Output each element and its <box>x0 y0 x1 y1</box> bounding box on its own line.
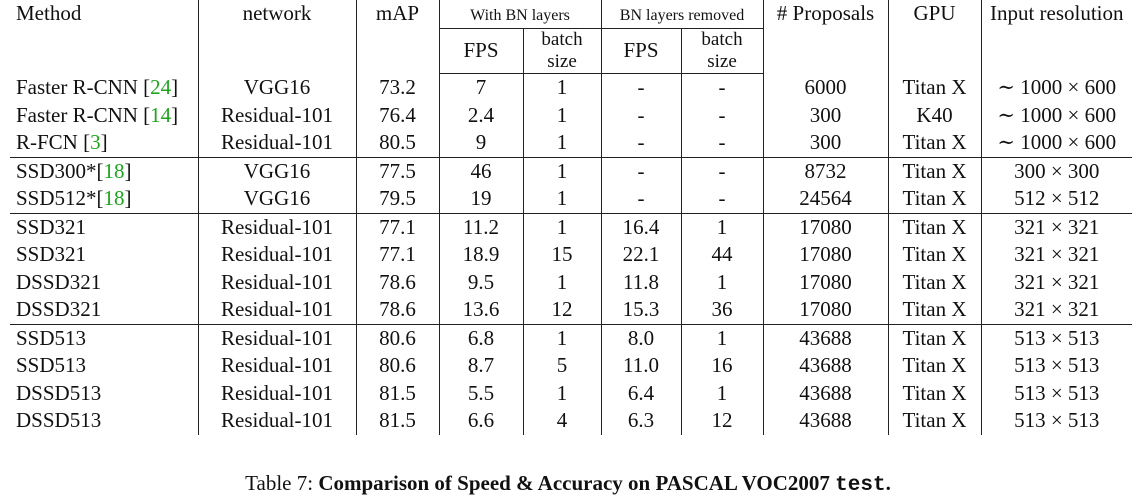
cell-batch-bn: 1 <box>523 74 601 102</box>
cell-resolution: 513 × 513 <box>1014 380 1100 405</box>
method-name: R-FCN <box>16 130 84 154</box>
table-row <box>10 185 1132 213</box>
cell-method <box>10 185 198 213</box>
cell-fps-nobn: - <box>601 129 681 157</box>
cell-method <box>10 352 198 380</box>
cell-batch-nobn: 1 <box>681 213 763 241</box>
table-row <box>10 213 1132 241</box>
cell-fps-bn: 2.4 <box>439 102 523 130</box>
citation-open-bracket: [ <box>143 102 151 127</box>
cell-proposals: 8732 <box>763 157 888 185</box>
table-body <box>10 74 1132 435</box>
cell-method <box>10 380 198 408</box>
cell-batch-bn: 1 <box>523 102 601 130</box>
cell-map: 80.6 <box>356 324 439 352</box>
cell-resolution: 513 × 513 <box>1014 408 1100 432</box>
cell-resolution: 321 × 321 <box>1014 242 1100 266</box>
method-name: SSD513 <box>16 325 87 350</box>
cell-fps-bn: 46 <box>439 157 523 185</box>
cell-batch-nobn: 44 <box>681 241 763 269</box>
cell-network: Residual-101 <box>198 241 356 269</box>
citation-close-bracket: ] <box>124 186 132 210</box>
header-network: network <box>198 0 356 74</box>
cell-map: 73.2 <box>356 74 439 102</box>
header-proposals: # Proposals <box>763 0 888 74</box>
cell-fps-nobn: 6.4 <box>601 380 681 408</box>
cell-gpu: Titan X <box>888 185 981 213</box>
cell-fps-nobn: 8.0 <box>601 324 681 352</box>
cell-batch-nobn: - <box>681 102 763 130</box>
table-caption <box>0 470 1136 499</box>
cell-network: Residual-101 <box>198 269 356 297</box>
cell-batch-bn: 1 <box>523 380 601 408</box>
cell-fps-bn: 6.6 <box>439 407 523 435</box>
cell-fps-nobn: 11.0 <box>601 352 681 380</box>
cell-gpu: Titan X <box>888 296 981 324</box>
cell-proposals: 17080 <box>763 269 888 297</box>
header-bn-removed <box>601 0 763 29</box>
cell-map: 77.1 <box>356 213 439 241</box>
cell-map: 79.5 <box>356 185 439 213</box>
citation-link[interactable]: 18 <box>103 158 125 183</box>
cell-method <box>10 102 198 130</box>
cell-proposals: 17080 <box>763 213 888 241</box>
cell-proposals: 43688 <box>763 407 888 435</box>
table-row <box>10 74 1132 102</box>
cell-resolution: 300 × 300 <box>981 157 1132 185</box>
cell-gpu: Titan X <box>888 269 981 297</box>
cell-proposals: 24564 <box>763 185 888 213</box>
cell-map: 80.5 <box>356 129 439 157</box>
cell-map: 76.4 <box>356 102 439 130</box>
cell-method <box>10 324 198 352</box>
cell-batch-bn: 1 <box>523 185 601 213</box>
citation-close-bracket: ] <box>100 130 108 154</box>
header-map: mAP <box>356 0 439 74</box>
cell-fps-bn: 19 <box>439 185 523 213</box>
cell-batch-bn: 1 <box>523 324 601 352</box>
header-with-bn <box>439 0 601 29</box>
cell-batch-bn: 15 <box>523 241 601 269</box>
cell-gpu: Titan X <box>888 213 981 241</box>
cell-gpu: Titan X <box>888 380 981 408</box>
cell-batch-nobn: 1 <box>681 380 763 408</box>
cell-batch-bn: 4 <box>523 407 601 435</box>
method-name: DSSD321 <box>16 297 102 321</box>
cell-gpu: Titan X <box>888 407 981 435</box>
method-name: DSSD513 <box>16 408 102 432</box>
cell-map: 77.1 <box>356 241 439 269</box>
header-gpu: GPU <box>888 0 981 74</box>
cell-gpu: Titan X <box>888 129 981 157</box>
caption-code: test <box>835 474 886 497</box>
cell-fps-bn: 5.5 <box>439 380 523 408</box>
cell-network: Residual-101 <box>198 352 356 380</box>
cell-resolution: 512 × 512 <box>1014 186 1100 210</box>
method-name: SSD321 <box>16 242 87 266</box>
cell-batch-nobn: - <box>681 74 763 102</box>
cell-fps-bn: 8.7 <box>439 352 523 380</box>
header-bn-removed-label: BN layers removed <box>619 7 745 24</box>
cell-method <box>10 129 198 157</box>
cell-fps-nobn: 6.3 <box>601 407 681 435</box>
cell-method <box>10 213 198 241</box>
method-name: Faster R-CNN <box>16 102 144 127</box>
table-header <box>10 0 1132 74</box>
cell-batch-nobn: - <box>681 129 763 157</box>
header-batch-nobn <box>681 29 763 74</box>
cell-proposals: 17080 <box>763 241 888 269</box>
header-batch-bn-line1: batch <box>541 29 583 50</box>
cell-resolution: ∼ 1000 × 600 <box>997 130 1117 154</box>
header-batch-bn-line2: size <box>547 51 577 72</box>
header-batch-nobn-line1: batch <box>701 29 743 50</box>
cell-batch-nobn: - <box>681 157 763 185</box>
table-row <box>10 324 1132 352</box>
table-row <box>10 352 1132 380</box>
cell-proposals: 6000 <box>763 74 888 102</box>
cell-fps-bn: 11.2 <box>439 213 523 241</box>
citation-link[interactable]: 14 <box>150 102 172 127</box>
cell-method <box>10 241 198 269</box>
caption-suffix: . <box>885 471 891 495</box>
cell-map: 81.5 <box>356 380 439 408</box>
cell-fps-bn: 9 <box>439 129 523 157</box>
cell-method <box>10 407 198 435</box>
cell-resolution: ∼ 1000 × 600 <box>997 74 1117 99</box>
cell-network: VGG16 <box>198 157 356 185</box>
table-row <box>10 241 1132 269</box>
header-input-resolution: Input resolution <box>989 1 1124 25</box>
cell-fps-nobn: 15.3 <box>601 296 681 324</box>
citation-open-bracket: [ <box>96 186 104 210</box>
cell-network: Residual-101 <box>198 129 356 157</box>
header-batch-bn <box>523 29 601 74</box>
table-row <box>10 102 1132 130</box>
cell-fps-bn: 6.8 <box>439 324 523 352</box>
cell-fps-bn: 13.6 <box>439 296 523 324</box>
cell-batch-bn: 12 <box>523 296 601 324</box>
cell-resolution: 513 × 513 <box>981 324 1132 352</box>
header-batch-nobn-line2: size <box>707 51 737 72</box>
citation-open-bracket: [ <box>143 74 151 99</box>
cell-fps-nobn: - <box>601 185 681 213</box>
table-row <box>10 129 1132 157</box>
cell-network: VGG16 <box>198 185 356 213</box>
cell-fps-nobn: - <box>601 157 681 185</box>
cell-resolution: 321 × 321 <box>981 213 1132 241</box>
table-row <box>10 296 1132 324</box>
cell-method <box>10 296 198 324</box>
citation-open-bracket: [ <box>96 158 104 183</box>
method-name: DSSD513 <box>16 380 102 405</box>
cell-map: 78.6 <box>356 269 439 297</box>
header-fps-nobn: FPS <box>601 29 681 74</box>
cell-fps-bn: 18.9 <box>439 241 523 269</box>
citation-link[interactable]: 24 <box>150 74 172 99</box>
cell-network: Residual-101 <box>198 213 356 241</box>
cell-map: 81.5 <box>356 407 439 435</box>
cell-proposals: 300 <box>763 129 888 157</box>
method-name: SSD513 <box>16 353 87 377</box>
cell-batch-bn: 1 <box>523 213 601 241</box>
method-name: SSD300* <box>16 158 97 183</box>
cell-network: Residual-101 <box>198 380 356 408</box>
cell-gpu: Titan X <box>888 157 981 185</box>
cell-batch-bn: 1 <box>523 157 601 185</box>
caption-prefix: Table 7: <box>245 471 319 495</box>
header-fps-bn: FPS <box>439 29 523 74</box>
cell-gpu: K40 <box>888 102 981 130</box>
cell-network: Residual-101 <box>198 296 356 324</box>
cell-batch-nobn: 16 <box>681 352 763 380</box>
cell-fps-nobn: - <box>601 102 681 130</box>
cell-resolution: ∼ 1000 × 600 <box>997 102 1117 127</box>
method-name: DSSD321 <box>16 269 102 294</box>
table-row <box>10 269 1132 297</box>
header-with-bn-label: With BN layers <box>470 7 570 24</box>
cell-proposals: 43688 <box>763 352 888 380</box>
cell-batch-bn: 5 <box>523 352 601 380</box>
cell-fps-bn: 7 <box>439 74 523 102</box>
method-name: Faster R-CNN <box>16 74 144 99</box>
cell-batch-nobn: 12 <box>681 407 763 435</box>
cell-gpu: Titan X <box>888 74 981 102</box>
cell-batch-nobn: 36 <box>681 296 763 324</box>
cell-fps-nobn: - <box>601 74 681 102</box>
cell-fps-bn: 9.5 <box>439 269 523 297</box>
table-row <box>10 380 1132 408</box>
cell-network: Residual-101 <box>198 324 356 352</box>
cell-batch-bn: 1 <box>523 269 601 297</box>
cell-gpu: Titan X <box>888 324 981 352</box>
cell-resolution: 321 × 321 <box>1014 269 1100 294</box>
cell-batch-nobn: - <box>681 185 763 213</box>
cell-fps-nobn: 16.4 <box>601 213 681 241</box>
cell-gpu: Titan X <box>888 241 981 269</box>
cell-resolution: 513 × 513 <box>1014 353 1100 377</box>
citation-open-bracket: [ <box>83 130 91 154</box>
table-row <box>10 157 1132 185</box>
cell-method <box>10 74 198 102</box>
cell-map: 80.6 <box>356 352 439 380</box>
cell-proposals: 43688 <box>763 380 888 408</box>
citation-close-bracket: ] <box>171 102 179 127</box>
cell-batch-nobn: 1 <box>681 324 763 352</box>
cell-resolution: 321 × 321 <box>1014 297 1100 321</box>
table-row <box>10 407 1132 435</box>
cell-proposals: 43688 <box>763 324 888 352</box>
cell-network: VGG16 <box>198 74 356 102</box>
cell-method <box>10 157 198 185</box>
cell-batch-nobn: 1 <box>681 269 763 297</box>
cell-proposals: 300 <box>763 102 888 130</box>
cell-method <box>10 269 198 297</box>
speed-accuracy-table <box>10 0 1132 435</box>
method-name: SSD321 <box>16 214 87 239</box>
citation-close-bracket: ] <box>124 158 132 183</box>
cell-gpu: Titan X <box>888 352 981 380</box>
results-table-container <box>10 0 1132 435</box>
cell-map: 77.5 <box>356 157 439 185</box>
cell-fps-nobn: 11.8 <box>601 269 681 297</box>
header-method: Method <box>10 0 198 74</box>
cell-network: Residual-101 <box>198 102 356 130</box>
cell-fps-nobn: 22.1 <box>601 241 681 269</box>
citation-close-bracket: ] <box>171 74 179 99</box>
caption-bold: Comparison of Speed & Accuracy on PASCAL VOC2007 <box>318 471 836 495</box>
cell-network: Residual-101 <box>198 407 356 435</box>
citation-link[interactable]: 18 <box>103 186 125 210</box>
cell-batch-bn: 1 <box>523 129 601 157</box>
cell-proposals: 17080 <box>763 296 888 324</box>
method-name: SSD512* <box>16 186 97 210</box>
citation-link[interactable]: 3 <box>90 130 101 154</box>
cell-map: 78.6 <box>356 296 439 324</box>
